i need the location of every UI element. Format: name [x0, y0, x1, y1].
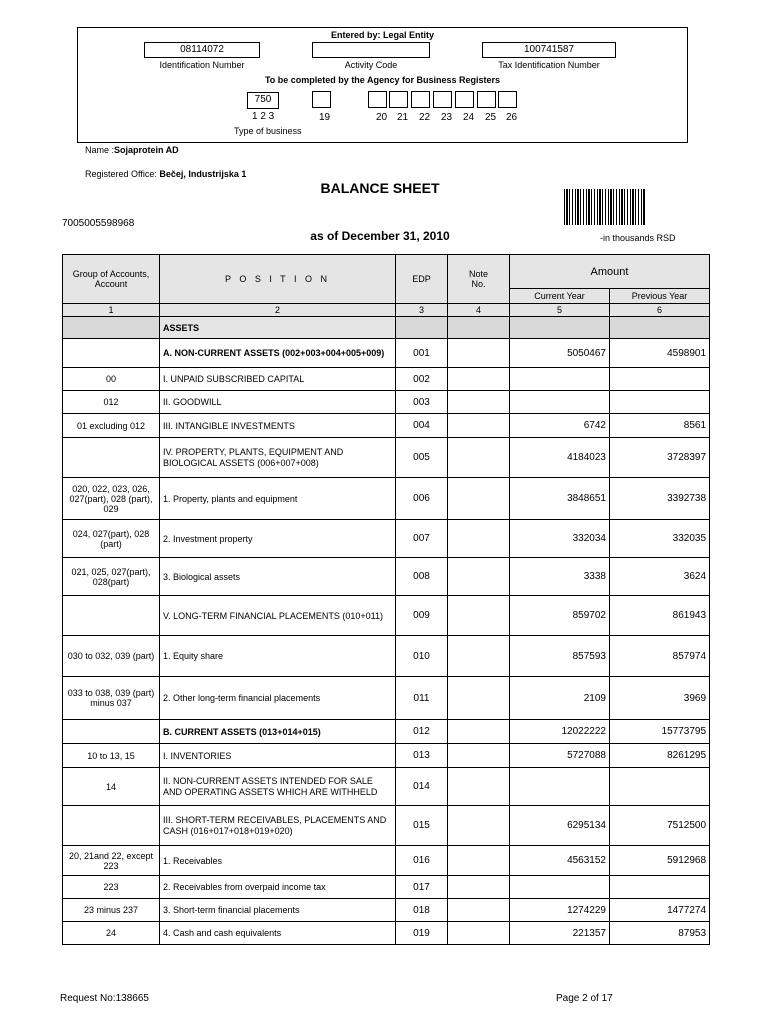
row-current-year-cell: 857593 [510, 636, 610, 677]
digit-24: 24 [463, 112, 475, 123]
row-group-cell: 030 to 032, 039 (part) [63, 636, 160, 677]
identification-number-field: 08114072 [144, 42, 260, 58]
row-current-year-cell [510, 768, 610, 806]
table-row [63, 520, 710, 558]
row-previous-year-cell: 857974 [610, 636, 710, 677]
row-note-cell [448, 922, 510, 945]
row-group-cell: 14 [63, 768, 160, 806]
row-current-year-cell: 12022222 [510, 720, 610, 744]
table-row [63, 558, 710, 596]
col-number-4: 4 [448, 304, 510, 317]
row-position-cell: 2. Investment property [160, 520, 396, 558]
table-row [63, 339, 710, 368]
company-name [85, 145, 179, 155]
table-row [63, 368, 710, 391]
row-group-cell: 10 to 13, 15 [63, 744, 160, 768]
digit-20: 20 [376, 112, 388, 123]
table-row [63, 596, 710, 636]
row-position-cell: B. CURRENT ASSETS (013+014+015) [160, 720, 396, 744]
row-group-cell: 20, 21and 22, except 223 [63, 846, 160, 876]
row-group-cell [63, 438, 160, 478]
row-position-cell: 3. Biological assets [160, 558, 396, 596]
table-row [63, 768, 710, 806]
digit-22: 22 [419, 112, 431, 123]
row-edp-cell: 002 [396, 368, 448, 391]
row-edp-cell: 006 [396, 478, 448, 520]
row-group-cell: 020, 022, 023, 026, 027(part), 028 (part), 029 [63, 478, 160, 520]
table-row [63, 899, 710, 922]
header-current-year: Current Year [510, 289, 610, 304]
row-previous-year-cell: 8261295 [610, 744, 710, 768]
row-note-cell [448, 677, 510, 720]
code-box-20 [368, 91, 387, 108]
table-row [63, 317, 710, 339]
row-current-year-cell [510, 391, 610, 414]
table-row [63, 846, 710, 876]
business-type-label: Type of business [234, 126, 302, 136]
code-box-25 [477, 91, 496, 108]
registered-office-value: Bečej, Industrijska 1 [159, 169, 247, 179]
col-number-5: 5 [510, 304, 610, 317]
row-previous-year-cell [610, 368, 710, 391]
row-note-cell [448, 596, 510, 636]
row-position-cell: 3. Short-term financial placements [160, 899, 396, 922]
row-group-cell: 24 [63, 922, 160, 945]
row-position-cell: 1. Property, plants and equipment [160, 478, 396, 520]
row-group-cell: 01 excluding 012 [63, 414, 160, 438]
table-body [63, 317, 710, 945]
balance-date: as of December 31, 2010 [310, 229, 450, 243]
row-group-cell [63, 806, 160, 846]
company-name-value: Sojaprotein AD [114, 145, 179, 155]
row-edp-cell: 019 [396, 922, 448, 945]
row-current-year-cell [510, 876, 610, 899]
digit-26: 26 [506, 112, 518, 123]
code-box-19 [312, 91, 331, 108]
row-note-cell [448, 391, 510, 414]
row-edp-cell: 017 [396, 876, 448, 899]
row-group-cell: 012 [63, 391, 160, 414]
row-previous-year-cell: 861943 [610, 596, 710, 636]
agency-note: To be completed by the Agency for Business Registers [264, 75, 501, 85]
row-previous-year-cell: 15773795 [610, 720, 710, 744]
row-edp-cell: 016 [396, 846, 448, 876]
business-digits: 1 2 3 [252, 111, 275, 122]
header-note: Note No. [448, 255, 510, 304]
row-note-cell [448, 520, 510, 558]
row-group-cell: 223 [63, 876, 160, 899]
row-note-cell [448, 558, 510, 596]
table-row [63, 636, 710, 677]
row-previous-year-cell: 1477274 [610, 899, 710, 922]
row-previous-year-cell: 3624 [610, 558, 710, 596]
registered-office [85, 169, 246, 179]
row-previous-year-cell: 3392738 [610, 478, 710, 520]
row-current-year-cell: 2109 [510, 677, 610, 720]
page-number: Page 2 of 17 [556, 993, 613, 1004]
row-position-cell: 1. Receivables [160, 846, 396, 876]
balance-sheet-table [62, 254, 710, 945]
row-previous-year-cell: 3969 [610, 677, 710, 720]
table-row [63, 438, 710, 478]
row-edp-cell: 015 [396, 806, 448, 846]
row-position-cell: 1. Equity share [160, 636, 396, 677]
identification-number-label: Identification Number [159, 60, 245, 70]
row-group-cell [63, 317, 160, 339]
table-row [63, 806, 710, 846]
entered-by-label: Entered by: Legal Entity [330, 30, 435, 40]
row-edp-cell: 014 [396, 768, 448, 806]
row-edp-cell: 008 [396, 558, 448, 596]
row-current-year-cell [510, 317, 610, 339]
header-edp: EDP [396, 255, 448, 304]
row-previous-year-cell: 8561 [610, 414, 710, 438]
row-previous-year-cell: 3728397 [610, 438, 710, 478]
registered-office-label: Registered Office: [85, 169, 160, 179]
row-note-cell [448, 744, 510, 768]
row-group-cell [63, 596, 160, 636]
digit-19: 19 [319, 112, 331, 123]
code-box-22 [411, 91, 430, 108]
row-note-cell [448, 368, 510, 391]
row-position-cell: III. INTANGIBLE INVESTMENTS [160, 414, 396, 438]
row-note-cell [448, 899, 510, 922]
col-number-1: 1 [63, 304, 160, 317]
row-edp-cell: 001 [396, 339, 448, 368]
row-note-cell [448, 876, 510, 899]
row-edp-cell: 018 [396, 899, 448, 922]
row-note-cell [448, 317, 510, 339]
table-row [63, 876, 710, 899]
table-row [63, 744, 710, 768]
barcode-image [564, 189, 646, 225]
row-position-cell: V. LONG-TERM FINANCIAL PLACEMENTS (010+011) [160, 596, 396, 636]
row-note-cell [448, 846, 510, 876]
row-previous-year-cell [610, 768, 710, 806]
row-position-cell: IV. PROPERTY, PLANTS, EQUIPMENT AND BIOLOGICAL ASSETS (006+007+008) [160, 438, 396, 478]
row-group-cell: 00 [63, 368, 160, 391]
row-edp-cell: 004 [396, 414, 448, 438]
activity-code-field [312, 42, 430, 58]
row-current-year-cell: 3338 [510, 558, 610, 596]
row-previous-year-cell [610, 876, 710, 899]
row-note-cell [448, 414, 510, 438]
table-row [63, 677, 710, 720]
row-position-cell: 2. Other long-term financial placements [160, 677, 396, 720]
row-edp-cell: 011 [396, 677, 448, 720]
row-edp-cell: 003 [396, 391, 448, 414]
row-edp-cell: 012 [396, 720, 448, 744]
activity-code-label: Activity Code [344, 60, 398, 70]
code-box-21 [389, 91, 408, 108]
row-position-cell: I. UNPAID SUBSCRIBED CAPITAL [160, 368, 396, 391]
header-group: Group of Accounts, Account [63, 255, 160, 304]
digit-23: 23 [441, 112, 453, 123]
row-current-year-cell: 4563152 [510, 846, 610, 876]
table-row [63, 414, 710, 438]
row-edp-cell: 005 [396, 438, 448, 478]
row-note-cell [448, 768, 510, 806]
row-previous-year-cell: 4598901 [610, 339, 710, 368]
row-group-cell [63, 339, 160, 368]
row-position-cell: III. SHORT-TERM RECEIVABLES, PLACEMENTS AND CASH (016+017+018+019+020) [160, 806, 396, 846]
row-edp-cell: 010 [396, 636, 448, 677]
row-current-year-cell: 6295134 [510, 806, 610, 846]
table-row [63, 391, 710, 414]
row-edp-cell: 009 [396, 596, 448, 636]
row-current-year-cell: 221357 [510, 922, 610, 945]
row-group-cell: 033 to 038, 039 (part) minus 037 [63, 677, 160, 720]
row-note-cell [448, 636, 510, 677]
row-edp-cell: 013 [396, 744, 448, 768]
row-note-cell [448, 806, 510, 846]
request-number: Request No:138665 [60, 993, 149, 1004]
code-box-24 [455, 91, 474, 108]
row-group-cell [63, 720, 160, 744]
row-previous-year-cell [610, 391, 710, 414]
row-previous-year-cell: 5912968 [610, 846, 710, 876]
row-previous-year-cell: 7512500 [610, 806, 710, 846]
row-position-cell: II. GOODWILL [160, 391, 396, 414]
row-current-year-cell: 5727088 [510, 744, 610, 768]
row-position-cell: I. INVENTORIES [160, 744, 396, 768]
business-type-field: 750 [247, 92, 279, 109]
table-row [63, 478, 710, 520]
tax-id-field: 100741587 [482, 42, 616, 58]
col-number-2: 2 [160, 304, 396, 317]
row-current-year-cell: 6742 [510, 414, 610, 438]
table-row [63, 922, 710, 945]
code-box-23 [433, 91, 452, 108]
row-position-cell: A. NON-CURRENT ASSETS (002+003+004+005+009) [160, 339, 396, 368]
code-box-26 [498, 91, 517, 108]
row-current-year-cell: 859702 [510, 596, 610, 636]
tax-id-label: Tax Identification Number [498, 60, 600, 70]
row-note-cell [448, 478, 510, 520]
digit-25: 25 [485, 112, 497, 123]
row-position-cell: 4. Cash and cash equivalents [160, 922, 396, 945]
units-note: -in thousands RSD [600, 233, 676, 243]
col-number-3: 3 [396, 304, 448, 317]
row-position-cell: 2. Receivables from overpaid income tax [160, 876, 396, 899]
row-previous-year-cell: 87953 [610, 922, 710, 945]
header-previous-year: Previous Year [610, 289, 710, 304]
row-current-year-cell [510, 368, 610, 391]
row-current-year-cell: 1274229 [510, 899, 610, 922]
row-group-cell: 021, 025, 027(part), 028(part) [63, 558, 160, 596]
row-group-cell: 23 minus 237 [63, 899, 160, 922]
table-row [63, 720, 710, 744]
row-current-year-cell: 3848651 [510, 478, 610, 520]
col-number-6: 6 [610, 304, 710, 317]
company-name-label: Name : [85, 145, 115, 155]
header-position: P O S I T I O N [160, 255, 396, 304]
header-amount: Amount [510, 255, 710, 289]
row-group-cell: 024, 027(part), 028 (part) [63, 520, 160, 558]
row-previous-year-cell [610, 317, 710, 339]
digit-21: 21 [397, 112, 409, 123]
row-note-cell [448, 720, 510, 744]
row-current-year-cell: 5050467 [510, 339, 610, 368]
row-position-cell: ASSETS [160, 317, 396, 339]
row-note-cell [448, 438, 510, 478]
row-current-year-cell: 332034 [510, 520, 610, 558]
row-position-cell: II. NON-CURRENT ASSETS INTENDED FOR SALE AND OPERATING ASSETS WHICH ARE WITHHELD [160, 768, 396, 806]
row-previous-year-cell: 332035 [610, 520, 710, 558]
row-edp-cell [396, 317, 448, 339]
row-edp-cell: 007 [396, 520, 448, 558]
document-number: 7005005598968 [62, 218, 135, 229]
row-note-cell [448, 339, 510, 368]
document-title: BALANCE SHEET [320, 180, 440, 196]
row-current-year-cell: 4184023 [510, 438, 610, 478]
